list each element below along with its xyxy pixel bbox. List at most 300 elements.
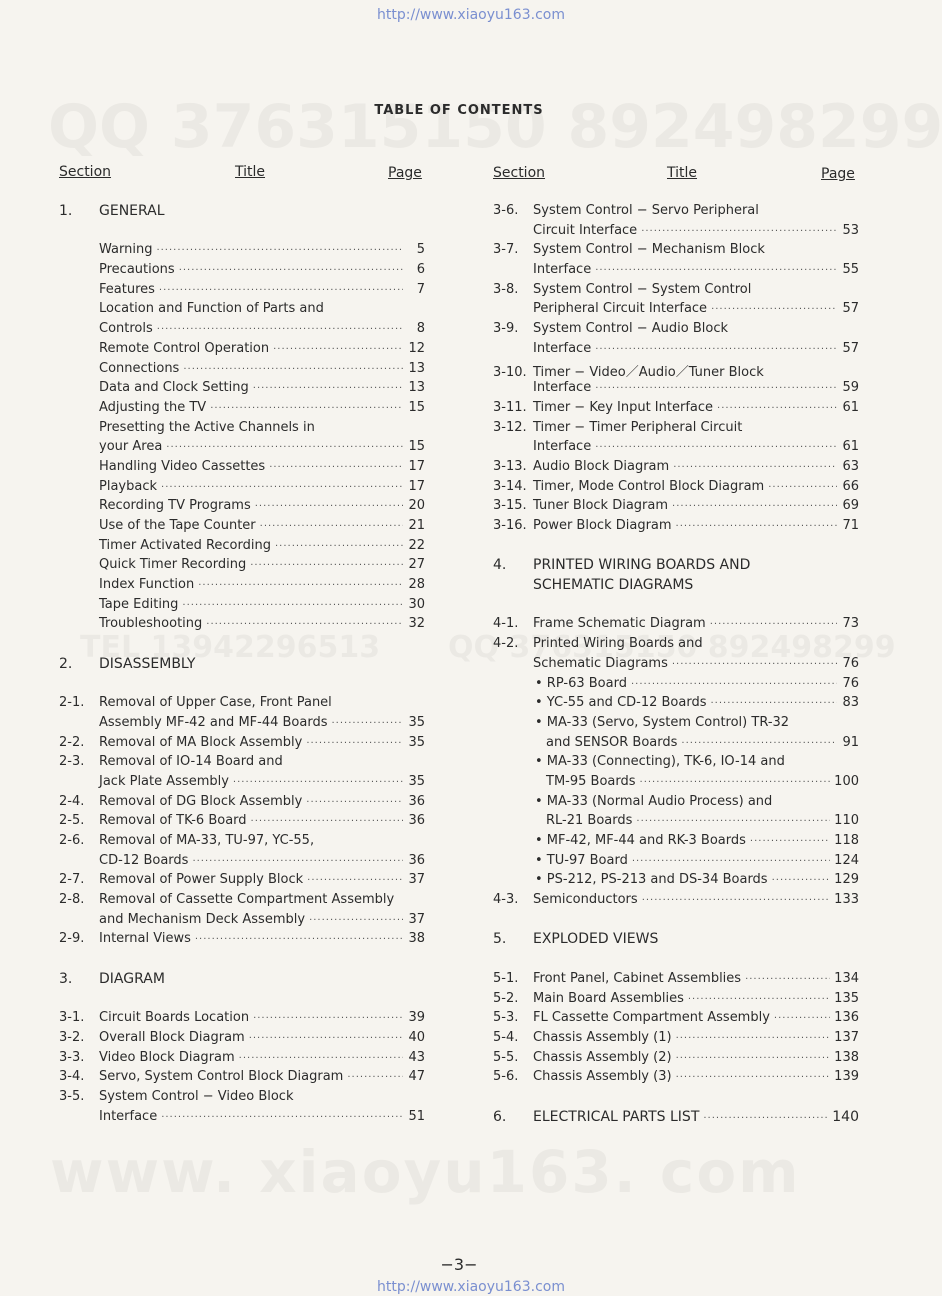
entry-number: 3-7. — [493, 242, 519, 258]
toc-entry — [493, 715, 859, 735]
entry-number: 3-10. — [493, 364, 527, 380]
page-header-left: Page — [388, 165, 422, 181]
page-number: 59 — [842, 380, 859, 396]
entry-label: Timer, Mode Control Block Diagram — [533, 478, 765, 494]
dot-leader — [676, 1033, 831, 1044]
entry-number: 2-1. — [59, 695, 85, 711]
entry-number: 5-3. — [493, 1010, 519, 1026]
entry-label: Data and Clock Setting — [99, 380, 249, 396]
entry-number: 4-2. — [493, 636, 519, 652]
dot-leader — [251, 816, 403, 827]
page-number: 32 — [408, 616, 425, 632]
page-number: 35 — [408, 734, 425, 750]
dot-leader — [198, 580, 403, 591]
toc-section — [59, 203, 425, 223]
page-number: 55 — [842, 262, 859, 278]
toc-section-cont — [493, 577, 859, 597]
toc-entry[interactable] — [59, 439, 425, 459]
page-number: 57 — [842, 340, 859, 356]
page-number: 40 — [408, 1029, 425, 1045]
entry-label: Jack Plate Assembly — [99, 773, 229, 789]
toc-entry — [493, 636, 859, 656]
page-number: 13 — [408, 380, 425, 396]
entry-number: 2-3. — [59, 754, 85, 770]
toc-entry[interactable] — [59, 853, 425, 873]
entry-label: Printed Wiring Boards and — [533, 636, 703, 652]
entry-label: Tuner Block Diagram — [533, 498, 669, 514]
entry-number: 2-2. — [59, 734, 85, 750]
entry-number: 3-6. — [493, 203, 519, 218]
entry-number: 3-5. — [59, 1088, 85, 1104]
dot-leader — [642, 895, 830, 906]
entry-label: Interface — [533, 340, 592, 356]
entry-number: 3-13. — [493, 458, 527, 474]
entry-label: Removal of DG Block Assembly — [99, 793, 303, 809]
dot-leader — [331, 718, 403, 729]
entry-label: Main Board Assemblies — [533, 990, 684, 1006]
page-number: 139 — [834, 1069, 859, 1085]
toc-entry[interactable] — [59, 577, 425, 597]
dot-leader — [631, 679, 837, 690]
entry-label: Removal of MA-33, TU-97, YC-55, — [99, 833, 315, 848]
toc-entry[interactable] — [59, 1050, 425, 1070]
section-number: 2. — [59, 655, 73, 672]
dot-leader — [717, 403, 837, 414]
dot-leader — [210, 403, 403, 414]
page-number: 12 — [408, 340, 425, 356]
page-number: 53 — [842, 222, 859, 238]
dot-leader — [306, 797, 403, 808]
page-number: 36 — [408, 852, 425, 868]
section-header-right: Section — [493, 165, 546, 181]
entry-number: 3-1. — [59, 1010, 85, 1026]
dot-leader — [179, 265, 403, 276]
toc-entry[interactable] — [493, 1050, 859, 1070]
section-number: 1. — [59, 203, 73, 219]
entry-label: Removal of MA Block Assembly — [99, 734, 303, 750]
toc-entry — [493, 754, 859, 774]
page-number: 43 — [408, 1049, 425, 1065]
toc-entry[interactable] — [59, 341, 425, 361]
entry-number: 5-1. — [493, 970, 519, 986]
toc-entry[interactable] — [493, 1030, 859, 1050]
dot-leader — [249, 1033, 403, 1044]
toc-entry[interactable] — [59, 794, 425, 814]
dot-leader — [595, 265, 837, 276]
toc-entry[interactable] — [493, 400, 859, 420]
toc-entry[interactable] — [493, 616, 859, 636]
entry-label: Front Panel, Cabinet Assemblies — [533, 970, 742, 986]
page-number: 15 — [408, 439, 425, 455]
page-number: 21 — [408, 518, 425, 533]
entry-number: 3-11. — [493, 399, 527, 415]
page-number: 138 — [834, 1049, 859, 1065]
dot-leader — [672, 501, 837, 512]
toc-entry[interactable] — [493, 971, 859, 991]
entry-label: Tape Editing — [99, 596, 179, 612]
entry-label: Index Function — [99, 577, 195, 593]
dot-leader — [182, 600, 403, 611]
toc-entry[interactable] — [493, 853, 859, 873]
entry-label: Overall Block Diagram — [99, 1029, 245, 1045]
entry-label: Removal of Cassette Compartment Assembly — [99, 892, 395, 908]
page-number: 100 — [834, 773, 859, 789]
page-number: 136 — [834, 1010, 859, 1026]
page-number: 7 — [416, 281, 425, 297]
toc-entry[interactable] — [59, 498, 425, 518]
section-label: DISASSEMBLY — [99, 655, 196, 672]
dot-leader — [206, 619, 403, 630]
page-number: 124 — [834, 852, 859, 868]
dot-leader — [161, 482, 403, 493]
entry-label: your Area — [99, 439, 163, 455]
toc-entry[interactable] — [493, 735, 859, 755]
section-label: ELECTRICAL PARTS LIST — [533, 1108, 700, 1125]
page-number: 61 — [842, 439, 859, 455]
toc-entry[interactable] — [59, 262, 425, 282]
toc-entry[interactable] — [493, 380, 859, 400]
page-number: 66 — [842, 478, 859, 494]
page-number: 134 — [834, 970, 859, 986]
dot-leader — [676, 1072, 831, 1083]
dot-leader — [595, 383, 837, 394]
entry-label: • MF-42, MF-44 and RK-3 Boards — [535, 833, 746, 848]
dot-leader — [676, 1053, 831, 1064]
toc-entry[interactable] — [493, 813, 859, 833]
toc-entry[interactable] — [59, 616, 425, 636]
toc-entry[interactable] — [59, 1069, 425, 1089]
entry-label: Removal of TK-6 Board — [99, 813, 247, 829]
entry-label: and SENSOR Boards — [546, 734, 678, 750]
toc-entry[interactable] — [59, 321, 425, 341]
entry-label: Handling Video Cassettes — [99, 458, 266, 474]
dot-leader — [159, 285, 403, 296]
section-number: 4. — [493, 557, 507, 574]
entry-label: Timer − Video／Audio／Tuner Block — [533, 364, 764, 380]
dot-leader — [195, 934, 403, 945]
entry-label: Frame Schematic Diagram — [533, 616, 706, 632]
entry-label: Warning — [99, 242, 153, 258]
dot-leader — [166, 442, 403, 453]
entry-label: Location and Function of Parts and — [99, 301, 324, 317]
dot-leader — [774, 1013, 830, 1024]
toc-entry[interactable] — [493, 518, 859, 538]
entry-number: 5-2. — [493, 990, 519, 1006]
toc-entry[interactable] — [493, 1069, 859, 1089]
toc-entry[interactable] — [493, 223, 859, 243]
entry-label: Use of the Tape Counter — [99, 518, 256, 533]
toc-entry — [493, 242, 859, 262]
dot-leader — [711, 698, 838, 709]
dot-leader — [156, 245, 403, 256]
dot-leader — [672, 659, 837, 670]
entry-number: 2-4. — [59, 793, 85, 809]
dot-leader — [347, 1072, 403, 1083]
page-number: 28 — [408, 577, 425, 593]
entry-number: 4-3. — [493, 892, 519, 908]
section-label: PRINTED WIRING BOARDS AND — [533, 557, 751, 574]
page-number: 15 — [408, 399, 425, 415]
entry-number: 2-8. — [59, 892, 85, 908]
entry-label: Circuit Boards Location — [99, 1010, 250, 1026]
entry-label: Interface — [99, 1108, 158, 1124]
page-number: 5 — [416, 242, 425, 258]
page-number: 8 — [416, 321, 425, 337]
dot-leader — [673, 462, 837, 473]
toc-entry[interactable] — [59, 715, 425, 735]
toc-entry[interactable] — [59, 1030, 425, 1050]
entry-number: 3-14. — [493, 478, 527, 494]
entry-label: Chassis Assembly (3) — [533, 1069, 672, 1085]
page-number: 17 — [408, 458, 425, 474]
toc-entry[interactable] — [493, 479, 859, 499]
toc-entry[interactable] — [59, 538, 425, 558]
page-number: 140 — [832, 1108, 859, 1125]
page-number: 35 — [408, 773, 425, 789]
page-number: 110 — [834, 813, 859, 829]
entry-label: Quick Timer Recording — [99, 557, 247, 573]
dot-leader — [745, 974, 830, 985]
dot-leader — [676, 521, 837, 532]
entry-label: Removal of Power Supply Block — [99, 872, 304, 888]
entry-label: • PS-212, PS-213 and DS-34 Boards — [535, 872, 768, 888]
page-number: 6 — [416, 262, 425, 278]
entry-label: Assembly MF-42 and MF-44 Boards — [99, 714, 328, 730]
page-number: 37 — [408, 872, 425, 888]
header-url[interactable]: http://www.xiaoyu163.com — [377, 7, 565, 23]
toc-entry[interactable] — [59, 1109, 425, 1129]
entry-label: Removal of IO-14 Board and — [99, 754, 283, 770]
dot-leader — [275, 541, 403, 552]
entry-label: • TU-97 Board — [535, 852, 628, 868]
entry-label: • MA-33 (Servo, System Control) TR-32 — [535, 714, 790, 730]
toc-entry[interactable] — [493, 991, 859, 1011]
footer-url[interactable]: http://www.xiaoyu163.com — [377, 1279, 565, 1295]
page-number: 76 — [842, 655, 859, 671]
page-number: 61 — [842, 399, 859, 415]
dot-leader — [772, 875, 831, 886]
dot-leader — [632, 856, 830, 867]
page-number: 30 — [408, 596, 425, 612]
toc-section — [59, 656, 425, 676]
toc-entry — [493, 321, 859, 341]
page-number: 47 — [408, 1069, 425, 1085]
section-header-left: Section — [59, 164, 112, 180]
page-number: 36 — [408, 793, 425, 809]
page-number: 69 — [842, 498, 859, 514]
toc-entry[interactable] — [59, 459, 425, 479]
entry-label: System Control − System Control — [533, 281, 752, 297]
title-header-left: Title — [235, 164, 266, 180]
page-number: 73 — [842, 616, 859, 632]
entry-label: Timer − Key Input Interface — [533, 399, 714, 415]
entry-number: 3-3. — [59, 1049, 85, 1065]
toc-entry[interactable] — [493, 498, 859, 518]
toc-section — [493, 557, 859, 577]
entry-label: Timer Activated Recording — [99, 537, 271, 553]
dot-leader — [250, 560, 403, 571]
page-number: 13 — [408, 360, 425, 376]
entry-label: Servo, System Control Block Diagram — [99, 1069, 344, 1085]
page-number: 38 — [408, 931, 425, 947]
entry-label: Peripheral Circuit Interface — [533, 301, 708, 317]
toc-entry[interactable] — [59, 1010, 425, 1030]
toc-section — [59, 971, 425, 991]
page-number: 35 — [408, 714, 425, 730]
toc-entry[interactable] — [493, 1010, 859, 1030]
toc-entry[interactable] — [59, 282, 425, 302]
entry-label: Circuit Interface — [533, 222, 638, 238]
entry-number: 3-15. — [493, 498, 527, 514]
page-number: 76 — [842, 675, 859, 691]
dot-leader — [595, 344, 837, 355]
toc-entry[interactable] — [59, 597, 425, 617]
dot-leader — [183, 364, 403, 375]
toc-entry[interactable] — [493, 774, 859, 794]
toc-section[interactable] — [493, 1109, 859, 1129]
entry-label: Interface — [533, 262, 592, 278]
toc-right-column — [493, 203, 859, 1128]
page-number: 57 — [842, 301, 859, 317]
section-label: EXPLODED VIEWS — [533, 931, 659, 948]
toc-entry — [59, 833, 425, 853]
section-number: 3. — [59, 970, 73, 987]
dot-leader — [253, 383, 403, 394]
toc-entry[interactable] — [59, 735, 425, 755]
dot-leader — [710, 619, 837, 630]
toc-entry[interactable] — [59, 557, 425, 577]
toc-entry[interactable] — [493, 833, 859, 853]
page-number: 27 — [408, 557, 425, 573]
entry-label: Controls — [99, 321, 153, 337]
entry-number: 2-5. — [59, 813, 85, 829]
page-number: 37 — [408, 911, 425, 927]
dot-leader — [750, 836, 830, 847]
entry-number: 2-7. — [59, 872, 85, 888]
entry-label: Connections — [99, 360, 180, 376]
dot-leader — [595, 442, 837, 453]
page-number: 17 — [408, 478, 425, 494]
toc-entry[interactable] — [59, 774, 425, 794]
toc-entry[interactable] — [493, 656, 859, 676]
toc-entry[interactable] — [59, 380, 425, 400]
toc-entry[interactable] — [59, 813, 425, 833]
toc-entry — [59, 420, 425, 440]
section-label: SCHEMATIC DIAGRAMS — [533, 577, 694, 594]
toc-entry — [493, 361, 859, 381]
entry-number: 3-12. — [493, 419, 527, 435]
entry-label: System Control − Video Block — [99, 1088, 294, 1104]
entry-number: 3-2. — [59, 1029, 85, 1045]
entry-label: Audio Block Diagram — [533, 458, 670, 474]
dot-leader — [233, 777, 403, 788]
page-number: 133 — [834, 892, 859, 908]
entry-label: System Control − Mechanism Block — [533, 242, 765, 258]
entry-label: System Control − Servo Peripheral — [533, 203, 759, 218]
toc-entry — [493, 420, 859, 440]
entry-label: Playback — [99, 478, 158, 494]
entry-label: • YC-55 and CD-12 Boards — [535, 695, 707, 711]
toc-entry[interactable] — [59, 518, 425, 538]
title-header-right: Title — [667, 165, 698, 181]
toc-entry[interactable] — [493, 262, 859, 282]
toc-entry[interactable] — [59, 912, 425, 932]
entry-label: Recording TV Programs — [99, 498, 251, 514]
toc-entry[interactable] — [493, 439, 859, 459]
toc-entry[interactable] — [493, 459, 859, 479]
page-number: 137 — [834, 1029, 859, 1045]
toc-entry — [493, 282, 859, 302]
dot-leader — [192, 856, 403, 867]
toc-entry[interactable] — [59, 479, 425, 499]
entry-label: Troubleshooting — [99, 616, 203, 632]
toc-entry[interactable] — [59, 400, 425, 420]
toc-entry[interactable] — [59, 931, 425, 951]
toc-entry — [59, 754, 425, 774]
entry-number: 5-5. — [493, 1049, 519, 1065]
dot-leader — [640, 777, 831, 788]
dot-leader — [768, 482, 837, 493]
toc-entry[interactable] — [493, 872, 859, 892]
dot-leader — [711, 304, 837, 315]
dot-leader — [157, 324, 403, 335]
toc-entry[interactable] — [493, 892, 859, 912]
toc-entry — [59, 301, 425, 321]
dot-leader — [273, 344, 403, 355]
toc-entry — [59, 695, 425, 715]
toc-entry[interactable] — [59, 242, 425, 262]
page-number: 51 — [408, 1108, 425, 1124]
toc-entry[interactable] — [59, 361, 425, 381]
entry-number: 3-8. — [493, 281, 519, 297]
entry-number: 2-9. — [59, 931, 85, 947]
toc-entry[interactable] — [493, 341, 859, 361]
toc-entry — [493, 203, 859, 223]
entry-label: Interface — [533, 439, 592, 455]
toc-left-column — [59, 203, 425, 1128]
page-number: 129 — [834, 872, 859, 888]
watermark-bottom — [50, 1138, 801, 1206]
dot-leader — [255, 501, 403, 512]
page-number: 135 — [834, 990, 859, 1006]
toc-section — [493, 931, 859, 951]
section-label: GENERAL — [99, 203, 165, 219]
toc-entry[interactable] — [493, 301, 859, 321]
entry-label: FL Cassette Compartment Assembly — [533, 1010, 770, 1026]
toc-entry[interactable] — [493, 676, 859, 696]
toc-entry[interactable] — [59, 872, 425, 892]
entry-label: Remote Control Operation — [99, 340, 270, 356]
entry-label: Interface — [533, 380, 592, 396]
dot-leader — [306, 738, 403, 749]
dot-leader — [681, 738, 837, 749]
toc-entry[interactable] — [493, 695, 859, 715]
page-number: 36 — [408, 813, 425, 829]
entry-number: 3-16. — [493, 518, 527, 533]
entry-number: 5-4. — [493, 1029, 519, 1045]
page-number: 22 — [408, 537, 425, 553]
entry-label: • RP-63 Board — [535, 675, 627, 691]
section-number: 6. — [493, 1108, 507, 1125]
page-footer-number: −3− — [440, 1255, 478, 1274]
entry-label: RL-21 Boards — [546, 813, 633, 829]
entry-label: Timer − Timer Peripheral Circuit — [533, 419, 743, 435]
section-label: DIAGRAM — [99, 970, 165, 987]
page-number: 71 — [842, 518, 859, 533]
page-number: 39 — [408, 1010, 425, 1026]
dot-leader — [309, 915, 403, 926]
entry-number: 2-6. — [59, 833, 85, 848]
